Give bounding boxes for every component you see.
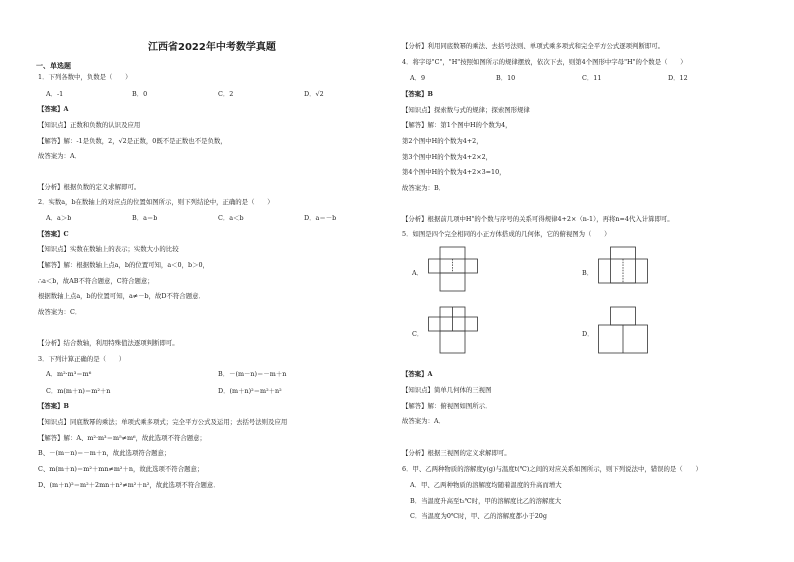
q6-option-c: C．当温度为0℃时，甲、乙的溶解度都小于20g — [410, 512, 547, 520]
q1-option-a: A．-1 — [46, 90, 64, 98]
q1-answer: 【答案】A — [38, 105, 69, 113]
q5-label-d: D． — [582, 330, 594, 338]
q4-option-a: A．9 — [410, 74, 426, 82]
q6-option-b: B．当温度升高至t₂℃时，甲的溶解度比乙的溶解度大 — [410, 497, 562, 505]
q2-answer: 【答案】C — [38, 230, 69, 238]
q4-analysis-2: 第2个图中H的个数为4+2， — [402, 137, 483, 145]
q3-fenxi: 【分析】利用同底数幂的乘法、去括号法则、单项式乘多项式和完全平方公式逐项判断即可。 — [402, 42, 665, 50]
q2-option-d: D．a＝－b — [304, 214, 337, 222]
q5-figure-c — [428, 306, 478, 354]
q5-analysis: 【解答】解：俯视图如图所示． — [402, 402, 492, 410]
q1-conclusion: 故答案为：A． — [38, 152, 81, 160]
q6-stem: 6．甲、乙两种物质的溶解度y(g)与温度t(℃)之间的对应关系如图所示，则下列说法中，错误的是（ ） — [402, 465, 702, 473]
section-heading: 一、单选题 — [36, 61, 71, 70]
q3-option-d: D．(m＋n)²＝m²＋n² — [218, 387, 282, 395]
q2-stem: 2．实数a，b在数轴上的对应点的位置如图所示，则下列结论中，正确的是（ ） — [38, 198, 274, 206]
q1-option-d: D．√2 — [304, 90, 324, 98]
q4-conclusion: 故答案为：B． — [402, 184, 446, 192]
q2-analysis-3: 根据数轴上点a，b的位置可知，a≠－b，故D不符合题意． — [38, 292, 205, 300]
q4-answer: 【答案】B — [402, 90, 433, 98]
q5-label-a: A． — [412, 269, 424, 277]
q4-analysis-4: 第4个图中H的个数为4+2×3=10， — [402, 168, 506, 176]
q5-knowledge: 【知识点】简单几何体的三视图 — [402, 386, 492, 394]
q5-figure-a — [428, 246, 478, 292]
q4-option-c: C．11 — [582, 74, 602, 82]
q3-option-c: C．m(m＋n)＝m²＋n — [46, 387, 111, 395]
q3-knowledge: 【知识点】同底数幂的乘法；单项式乘多项式；完全平方公式及运用；去括号法则及应用 — [38, 418, 288, 426]
q4-stem: 4．将字母"C"，"H"按照如图所示的规律摆放，依次下去，则第4个图形中字母"H"的个数是（ ） — [402, 58, 687, 66]
q5-figure-d — [598, 306, 648, 354]
q3-analysis-b: B、－(m－n)＝－m＋n，故此选项符合题意； — [38, 449, 171, 457]
q1-fenxi: 【分析】根据负数的定义求解即可。 — [38, 183, 141, 191]
q4-analysis-3: 第3个图中H的个数为4+2×2， — [402, 153, 493, 161]
q4-option-b: B．10 — [496, 74, 516, 82]
q5-stem: 5．如图是四个完全相同的小正方体搭成的几何体，它的俯视图为（ ） — [402, 230, 611, 238]
q4-analysis-1: 【解答】解：第1个图中H的个数为4， — [402, 121, 512, 129]
q3-option-a: A．m²·m³＝m⁶ — [46, 370, 92, 378]
q5-answer: 【答案】A — [402, 370, 433, 378]
q5-figure-b — [598, 246, 648, 292]
q1-option-b: B．0 — [132, 90, 148, 98]
q2-option-a: A．a＞b — [46, 214, 72, 222]
q1-option-c: C．2 — [218, 90, 234, 98]
q2-analysis-2: ∴a＜b，故AB不符合题意，C符合题意； — [38, 277, 154, 285]
q2-analysis-1: 【解答】解：根据数轴上点a，b的位置可知，a＜0，b＞0， — [38, 261, 209, 269]
q5-conclusion: 故答案为：A． — [402, 417, 445, 425]
q5-fenxi: 【分析】根据三视图的定义求解即可。 — [402, 449, 511, 457]
q5-label-c: C． — [412, 330, 424, 338]
q2-option-c: C．a＜b — [218, 214, 244, 222]
q5-label-b: B． — [582, 269, 594, 277]
q4-option-d: D．12 — [668, 74, 688, 82]
q3-option-b: B．－(m－n)＝－m＋n — [218, 370, 287, 378]
q2-fenxi: 【分析】结合数轴，利用特殊值法逐项判断即可。 — [38, 339, 179, 347]
q6-option-a: A．甲、乙两种物质的溶解度均随着温度的升高而增大 — [410, 481, 562, 489]
q2-conclusion: 故答案为：C． — [38, 308, 82, 316]
q3-analysis-d: D、(m＋n)²＝m²＋2mn＋n²≠m²＋n²，故此选项不符合题意． — [38, 481, 220, 489]
q4-knowledge: 【知识点】探索数与式的规律；探索图形规律 — [402, 106, 530, 114]
q3-stem: 3．下列计算正确的是（ ） — [38, 355, 126, 363]
q2-knowledge: 【知识点】实数在数轴上的表示；实数大小的比较 — [38, 245, 179, 253]
q3-analysis-a: 【解答】解：A、m²·m³＝m⁵≠m⁶，故此选项不符合题意； — [38, 434, 206, 442]
q1-analysis: 【解答】解：-1是负数，2，√2是正数，0既不是正数也不是负数， — [38, 137, 227, 145]
q2-option-b: B．a＝b — [132, 214, 158, 222]
q3-analysis-c: C、m(m＋n)＝m²＋mn≠m²＋n，故此选项不符合题意； — [38, 465, 204, 473]
q4-fenxi: 【分析】根据前几项中H"的个数与序号的关系可得规律4+2×（n-1），再将n=4代入计算即可。 — [402, 215, 674, 223]
q1-knowledge: 【知识点】正数和负数的认识及应用 — [38, 121, 141, 129]
q3-answer: 【答案】B — [38, 402, 69, 410]
q1-stem: 1．下列各数中，负数是（ ） — [38, 73, 132, 81]
page-title: 江西省2022年中考数学真题 — [148, 42, 276, 53]
